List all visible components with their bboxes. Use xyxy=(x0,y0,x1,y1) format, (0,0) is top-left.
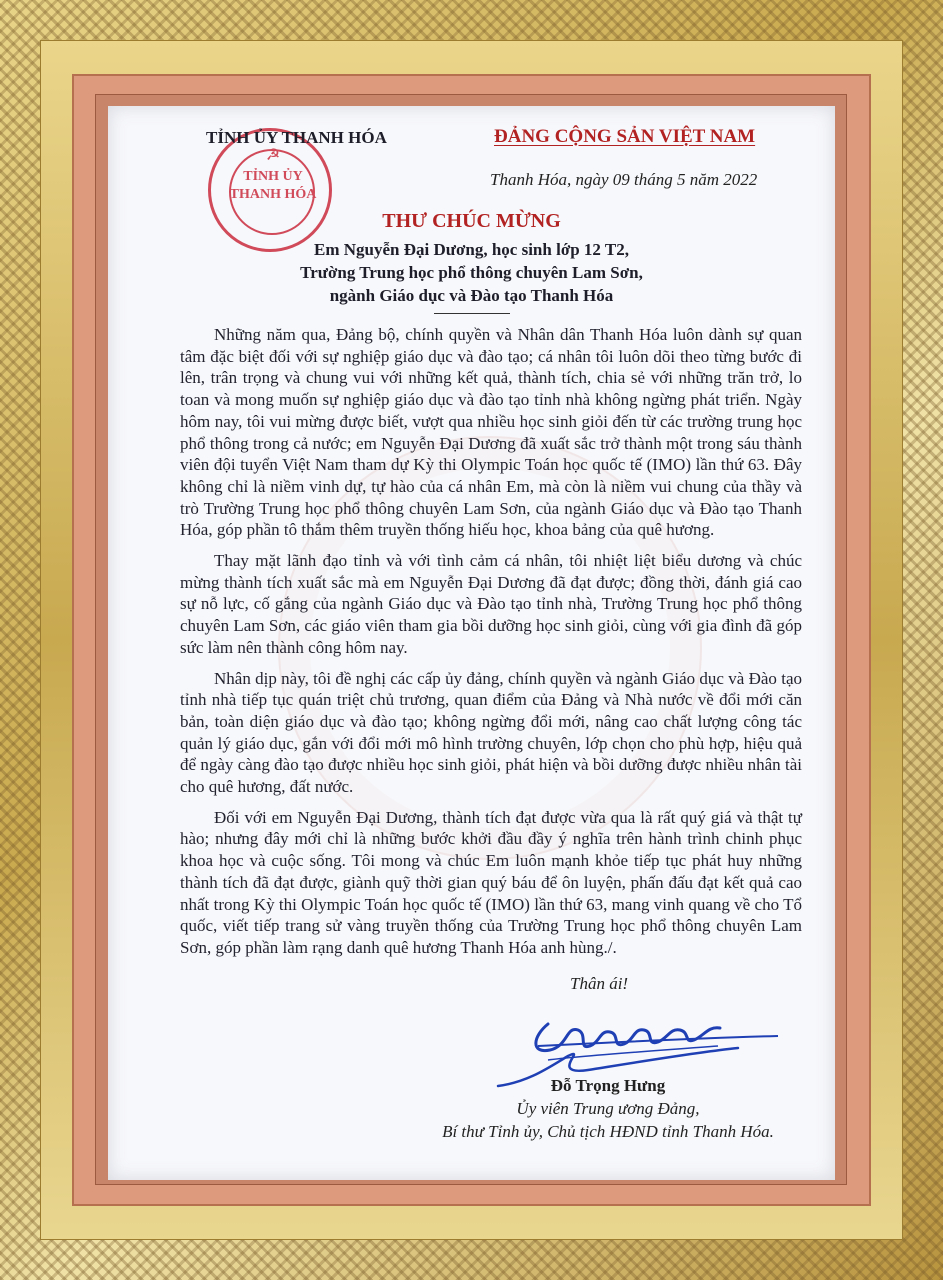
letter-title: THƯ CHÚC MỪNG xyxy=(382,210,561,232)
stamp-line2: THANH HÓA xyxy=(229,187,317,202)
letter-paper xyxy=(108,106,835,1180)
stamp-line1: TỈNH ỦY xyxy=(243,169,303,184)
signer-title-1: Ủy viên Trung ương Đảng, xyxy=(516,1099,700,1118)
paragraph-1: Những năm qua, Đảng bộ, chính quyền và Nhân dân Thanh Hóa luôn dành sự quan tâm đặc biệt đối với sự nghiệp giáo dục và đào tạo; cá nhân tôi luôn dõi theo từng bước đi lên, trân trọng và chung vui với những kết quả, thành tích, chia sẻ với những trăn trở, lo toan và mong muốn sự nghiệp giáo dục và đào tạo tỉnh nhà không ngừng phát triển. Ngày hôm nay, tôi vui mừng được biết, vượt qua nhiều học sinh giỏi đến từ các trường trung học phổ thông trong cả nước; em Nguyễn Đại Dương đã xuất sắc trở thành một trong sáu thành viên đội tuyển Việt Nam tham dự Kỳ thi Olympic Toán học quốc tế (IMO) lần thứ 63. Đây không chỉ là niềm vinh dự, tự hào của cá nhân Em, mà còn là niềm vui chung của thầy và trò Trường Trung học phổ thông chuyên Lam Sơn, của ngành Giáo dục và Đào tạo Thanh Hóa, góp phần tô thắm thêm truyền thống hiếu học, khoa bảng của quê hương. xyxy=(180,325,802,540)
recipient-line-1: Em Nguyễn Đại Dương, học sinh lớp 12 T2, xyxy=(314,240,629,259)
hammer-sickle-icon: ☭ xyxy=(265,147,281,164)
title-divider xyxy=(434,313,510,314)
signer-name: Đỗ Trọng Hưng xyxy=(550,1076,666,1095)
paragraph-3: Nhân dịp này, tôi đề nghị các cấp ủy đảng, chính quyền và ngành Giáo dục và Đào tạo tỉnh nhà tiếp tục quán triệt chủ trương, quan điểm của Đảng và Nhà nước về đổi mới căn bản, toàn diện giáo dục và đào tạo; không ngừng đổi mới, nâng cao chất lượng công tác quản lý giáo dục, gắn với đổi mới mô hình trường chuyên, lớp chọn cho phù hợp, hiệu quả để ngày càng đào tạo được nhiều học sinh giỏi, phát hiện và bồi dưỡng được nhiều nhân tài cho quê hương, đất nước. xyxy=(180,668,802,797)
party-name-heading: ĐẢNG CỘNG SẢN VIỆT NAM xyxy=(494,126,756,147)
recipient-line-3: ngành Giáo dục và Đào tạo Thanh Hóa xyxy=(329,286,614,305)
closing-salutation: Thân ái! xyxy=(570,974,629,993)
recipient-line-2: Trường Trung học phổ thông chuyên Lam Sơn, xyxy=(300,263,643,282)
issuing-organization: TỈNH ỦY THANH HÓA xyxy=(206,128,387,147)
letter-body xyxy=(180,324,802,968)
paragraph-4: Đối với em Nguyễn Đại Dương, thành tích đạt được vừa qua là rất quý giá và thật tự hào; nhưng đây mới chỉ là những bước khởi đầu đầy ý nghĩa trên hành trình chinh phục khoa học và cuộc sống. Tôi mong và chúc Em luôn mạnh khỏe tiếp tục phát huy những thành tích đã đạt được, giành quỹ thời gian quý báu để ôn luyện, phấn đấu đạt kết quả cao nhất trong Kỳ thi Olympic Toán học quốc tế (IMO) lần thứ 63, mang vinh quang về cho Tổ quốc, viết tiếp trang sử vàng truyền thống của Trường Trung học phổ thông chuyên Lam Sơn, góp phần làm rạng danh quê hương Thanh Hóa anh hùng./. xyxy=(180,807,802,957)
paragraph-2: Thay mặt lãnh đạo tỉnh và với tình cảm cá nhân, tôi nhiệt liệt biểu dương và chúc mừng thành tích xuất sắc mà em Nguyễn Đại Dương đã đạt được; đồng thời, đánh giá cao sự nỗ lực, cố gắng của ngành Giáo dục và Đào tạo tỉnh nhà, Trường Trung học phổ thông chuyên Lam Sơn, các giáo viên tham gia bồi dưỡng học sinh giỏi, cùng với gia đình đã góp sức làm nên thành công hôm nay. xyxy=(180,551,802,657)
signer-block xyxy=(408,1074,808,1143)
signer-title-2: Bí thư Tỉnh ủy, Chủ tịch HĐND tỉnh Thanh Hóa. xyxy=(442,1122,774,1141)
date-line: Thanh Hóa, ngày 09 tháng 5 năm 2022 xyxy=(490,170,758,189)
